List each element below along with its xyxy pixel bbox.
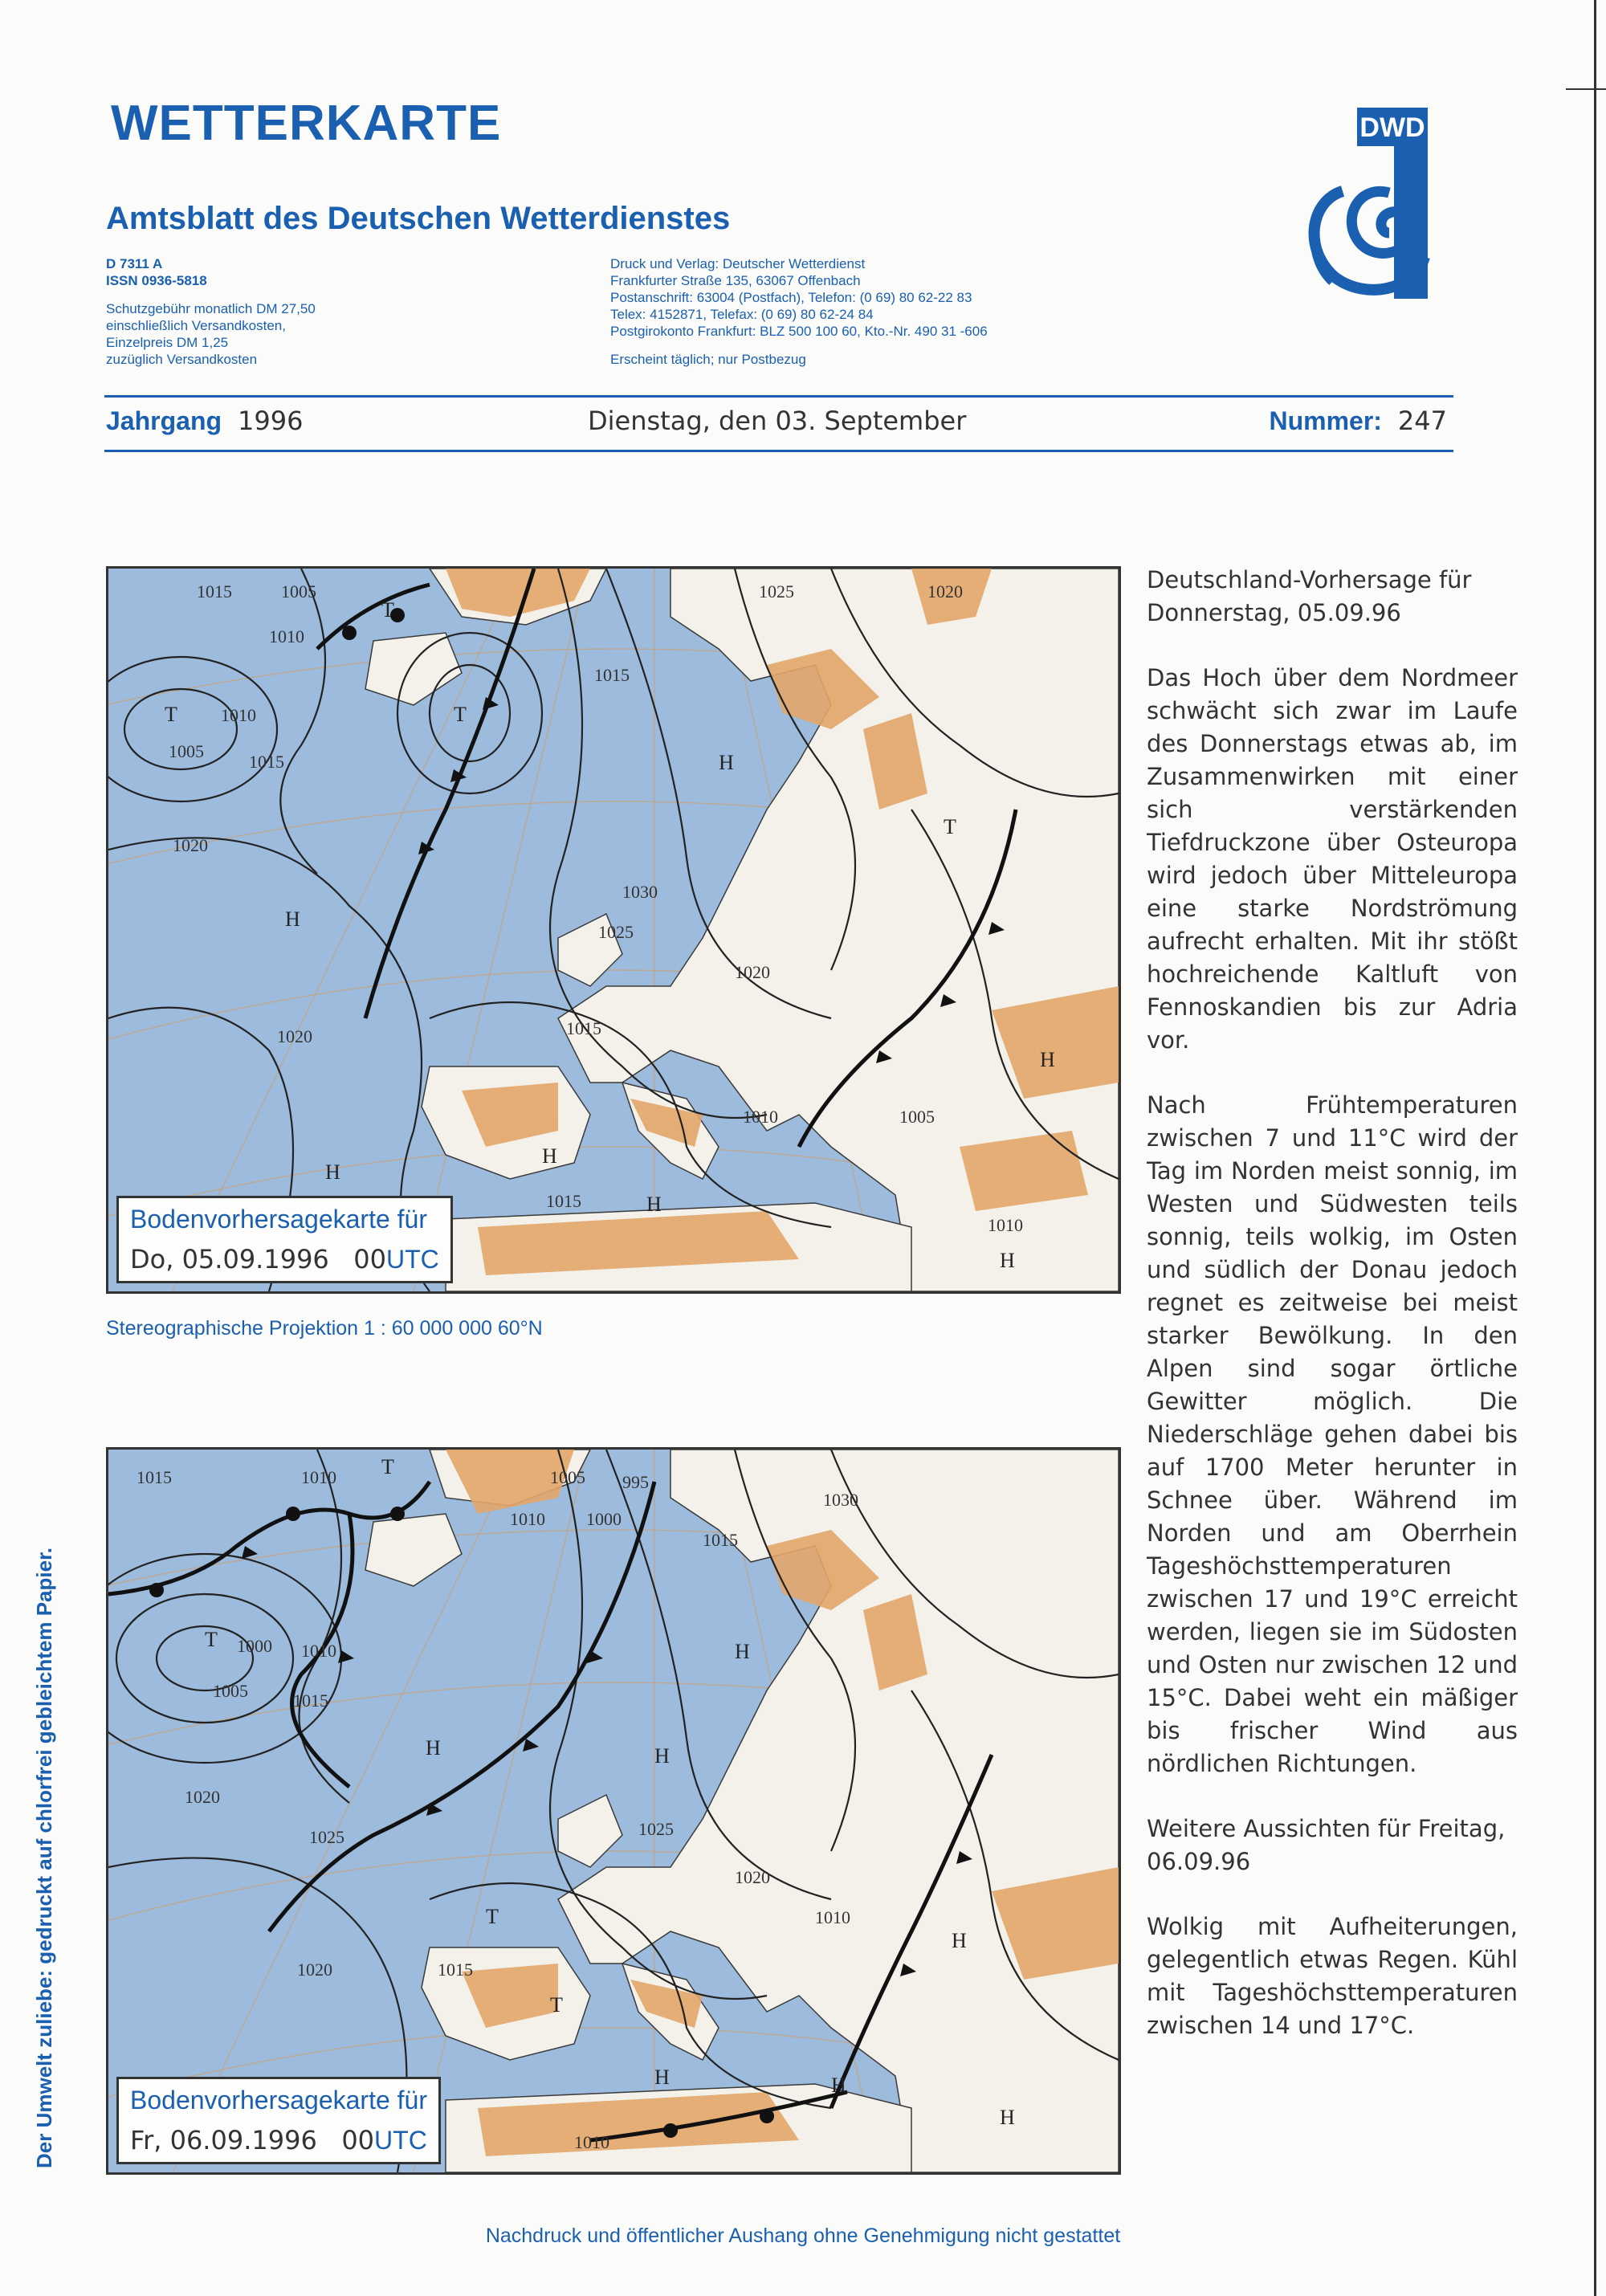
jahrgang-label: Jahrgang [106, 406, 222, 435]
isobar-label: 1010 [743, 1107, 778, 1127]
isobar-label: 1025 [598, 922, 634, 942]
publisher-line: Frankfurter Straße 135, 63067 Offenbach [610, 273, 861, 288]
isobar-label: 1020 [185, 1787, 220, 1807]
fee-line: Schutzgebühr monatlich DM 27,50 [106, 301, 316, 316]
isobar-label: 1010 [574, 2132, 609, 2152]
jahrgang [106, 406, 303, 436]
publisher-info [610, 255, 988, 368]
isobar-label: 1005 [213, 1681, 248, 1701]
projection-note: Stereographische Projektion 1 : 60 000 000 60°N [106, 1317, 543, 1340]
isobar-label: 1025 [309, 1827, 344, 1847]
forecast-heading: Deutschland-Vorhersage für Donnerstag, 05.09.96 [1147, 566, 1472, 626]
issue-row [106, 406, 1447, 444]
isobar-label: 1005 [899, 1107, 935, 1127]
divider [104, 450, 1453, 452]
page-title: WETTERKARTE [111, 96, 502, 151]
isobar-label: 1030 [823, 1490, 858, 1510]
isobar-label: 1000 [237, 1636, 272, 1656]
isobar-label: 1010 [815, 1907, 850, 1927]
outlook-paragraph: Wolkig mit Aufheiterungen, gelegentlich etwas Regen. Kühl mit Tageshöchsttemperaturen zwischen 14 und 17°C. [1147, 1913, 1518, 2039]
pressure-center: H [426, 1736, 441, 1760]
pressure-center: H [719, 751, 734, 774]
isobar-label: 1015 [249, 752, 284, 772]
logo-text: DWD [1359, 112, 1425, 143]
publisher-line: Telex: 4152871, Telefax: (0 69) 80 62-24 84 [610, 307, 874, 322]
pressure-center: T [550, 1993, 563, 2017]
pressure-center: H [1040, 1048, 1055, 1071]
forecast-map-thursday [106, 566, 1121, 1294]
isobar-label: 1010 [510, 1509, 545, 1529]
map-caption-title: Bodenvorhersagekarte für [130, 1205, 427, 1234]
map-caption [116, 1196, 453, 1283]
isobar-label: 1000 [586, 1509, 622, 1529]
map-time: 00 [353, 1244, 387, 1274]
map-caption-date [130, 2125, 427, 2155]
divider [104, 395, 1453, 398]
isobar-label: 1015 [197, 581, 232, 602]
pressure-center: H [285, 907, 300, 931]
pressure-center: H [831, 2074, 846, 2097]
nummer-label: Nummer: [1269, 406, 1382, 435]
isobar-label: 1015 [546, 1191, 581, 1211]
pressure-center: T [454, 703, 467, 726]
publication-info [106, 255, 316, 368]
isobar-label: 1020 [277, 1026, 312, 1046]
jahrgang-value: 1996 [238, 406, 304, 436]
pressure-center: T [381, 598, 394, 622]
isobar-label: 1010 [988, 1215, 1023, 1235]
isobar-label: 1015 [594, 665, 630, 685]
isobar-label: 1010 [301, 1467, 336, 1487]
footer-note: Nachdruck und öffentlicher Aushang ohne Genehmigung nicht gestattet [485, 2225, 1121, 2247]
isobar-label: 1025 [759, 581, 794, 602]
issn: ISSN 0936-5818 [106, 273, 207, 288]
forecast-paragraph: Nach Frühtemperaturen zwischen 7 und 11°C wird der Tag im Norden meist sonnig, im Westen und Südwesten teils sonnig, teils wolkig, im Osten und südlich der Donau jedoch regnet es zeitweise bei meist starker Bewölkung. In den Alpen sind sogar örtliche Gewitter möglich. Die Niederschläge gehen dabei bis auf 1700 Meter herunter in Schnee über. Während im Norden und am Oberrhein Tageshöchsttemperaturen zwischen 17 und 19°C erreicht werden, liegen sie im Südosten und Osten nur zwischen 12 und 15°C. Dabei weht ein mäßiger bis frischer Wind aus nördlichen Richtungen. [1147, 1091, 1518, 1777]
pressure-center: H [646, 1193, 662, 1216]
isobar-label: 1015 [438, 1960, 473, 1980]
subtitle: Amtsblatt des Deutschen Wetterdienstes [106, 201, 731, 236]
fee-line: Einzelpreis DM 1,25 [106, 335, 229, 350]
isobar-label: 1020 [735, 1867, 770, 1887]
eco-note: Der Umwelt zuliebe: gedruckt auf chlorfrei gebleichtem Papier. [32, 1548, 56, 2168]
publisher-line: Postgirokonto Frankfurt: BLZ 500 100 60, Kto.-Nr. 490 31 -606 [610, 324, 988, 339]
isobar-label: 1015 [703, 1530, 738, 1550]
nummer [1269, 406, 1447, 436]
map-time: 00 [341, 2125, 375, 2155]
nummer-value: 247 [1397, 406, 1447, 436]
pressure-center: H [1000, 2106, 1015, 2129]
isobar-label: 1015 [137, 1467, 172, 1487]
crop-mark [1566, 88, 1606, 90]
map-graphic [108, 1450, 1119, 2172]
isobar-label: 1020 [735, 962, 770, 982]
isobar-label: 1010 [269, 626, 304, 646]
pressure-center: H [735, 1640, 750, 1663]
fee-line: zuzüglich Versandkosten [106, 352, 258, 367]
isobar-label: 995 [622, 1472, 649, 1492]
pressure-center: H [654, 1744, 670, 1768]
pressure-center: H [654, 2066, 670, 2089]
map-caption [116, 2077, 441, 2164]
isobar-label: 1010 [221, 705, 256, 725]
isobar-label: 1020 [173, 835, 208, 855]
isobar-label: 1005 [169, 741, 204, 761]
pressure-center: T [205, 1628, 218, 1651]
page-edge [1594, 0, 1596, 2296]
forecast-text [1147, 564, 1518, 2074]
pressure-center: H [952, 1929, 967, 1952]
postal-code: D 7311 A [106, 256, 163, 271]
isobar-label: 1015 [293, 1690, 328, 1711]
outlook-heading: Weitere Aussichten für Freitag, 06.09.96 [1147, 1815, 1506, 1875]
pressure-center: H [542, 1144, 557, 1168]
isobar-label: 1010 [301, 1641, 336, 1661]
pressure-center: H [1000, 1249, 1015, 1272]
publisher-line: Postanschrift: 63004 (Postfach), Telefon: (0 69) 80 62-22 83 [610, 290, 972, 305]
map-caption-title: Bodenvorhersagekarte für [130, 2086, 427, 2115]
forecast-map-friday [106, 1447, 1121, 2175]
map-date: Do, 05.09.1996 [130, 1244, 329, 1274]
isobar-label: 1025 [638, 1819, 674, 1839]
forecast-paragraph: Das Hoch über dem Nordmeer schwächt sich zwar im Laufe des Donnerstags etwas ab, im Zusammenwirken mit einer sich verstärkenden Tiefdruckzone über Osteuropa wird jedoch über Mitteleuropa eine starke Nordströmung aufrecht erhalten. Mit ihr stößt hochreichende Kaltluft von Fennoskandien bis zur Adria vor. [1147, 664, 1518, 1054]
isobar-label: 1030 [622, 882, 658, 902]
pressure-center: T [381, 1455, 394, 1478]
dwd-logo [1294, 104, 1431, 305]
pressure-center: T [944, 815, 956, 838]
map-utc: UTC [374, 2126, 427, 2155]
pressure-center: T [486, 1905, 499, 1928]
isobar-label: 1020 [297, 1960, 332, 1980]
fee-line: einschließlich Versandkosten, [106, 318, 286, 333]
pressure-center: H [325, 1160, 340, 1184]
map-utc: UTC [386, 1245, 439, 1274]
map-date: Fr, 06.09.1996 [130, 2125, 317, 2155]
isobar-label: 1005 [550, 1467, 585, 1487]
publisher-line: Erscheint täglich; nur Postbezug [610, 352, 806, 367]
publisher-line: Druck und Verlag: Deutscher Wetterdienst [610, 256, 866, 271]
isobar-label: 1020 [927, 581, 963, 602]
isobar-label: 1005 [281, 581, 316, 602]
issue-date: Dienstag, den 03. September [588, 406, 967, 436]
isobar-label: 1015 [566, 1018, 601, 1038]
pressure-center: T [165, 703, 177, 726]
map-caption-date [130, 1244, 439, 1274]
map-graphic [108, 569, 1119, 1291]
